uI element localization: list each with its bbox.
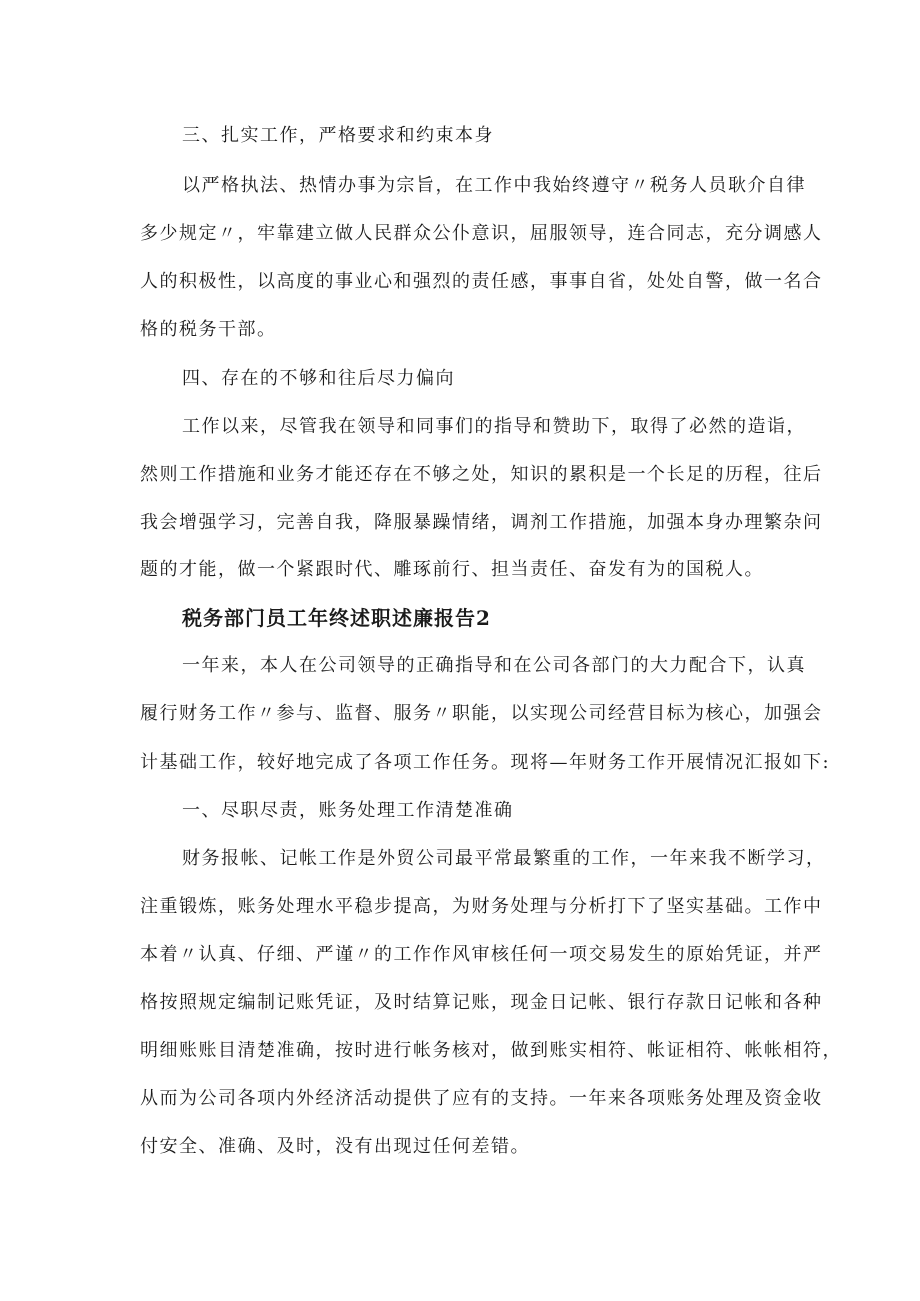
section-heading-3: 三、扎实工作，严格要求和约束本身 <box>182 125 494 146</box>
section-heading-4: 四、存在的不够和往后尽力偏向 <box>182 368 455 389</box>
paragraph-line: 多少规定〃，牢靠建立做人民群众公仆意识，屈服领导，连合同志，充分调感人 <box>140 223 823 244</box>
paragraph-line: 然则工作措施和业务才能还存在不够之处，知识的累积是一个长足的历程，往后 <box>140 464 823 485</box>
paragraph-line: 本着〃认真、仔细、严谨〃的工作作风审核任何一项交易发生的原始凭证，并严 <box>140 944 823 965</box>
subsection-heading-1: 一、尽职尽责，账务处理工作清楚准确 <box>182 800 514 821</box>
paragraph-line: 我会增强学习，完善自我，降服暴躁情绪，调剂工作措施，加强本身办理繁杂问 <box>140 512 823 533</box>
paragraph-line: 计基础工作，较好地完成了各项工作任务。现将—年财务工作开展情况汇报如下: <box>140 752 831 773</box>
paragraph-line: 格的税务干部。 <box>140 319 277 340</box>
paragraph-line: 以严格执法、热情办事为宗旨，在工作中我始终遵守〃税务人员耿介自律 <box>182 175 806 196</box>
report-title: 税务部门员工年终述职述廉报告2 <box>182 606 491 630</box>
paragraph-line: 工作以来，尽管我在领导和同事们的指导和赞助下，取得了必然的造诣， <box>182 416 806 437</box>
paragraph-line: 履行财务工作〃参与、监督、服务〃职能，以实现公司经营目标为核心，加强会 <box>140 703 823 724</box>
paragraph-line: 注重锻炼，账务处理水平稳步提高，为财务处理与分析打下了坚实基础。工作中 <box>140 896 823 917</box>
paragraph-line: 格按照规定编制记账凭证，及时结算记账，现金日记帐、银行存款日记帐和各种 <box>140 992 823 1013</box>
paragraph-line: 从而为公司各项内外经济活动提供了应有的支持。一年来各项账务处理及资金收 <box>140 1088 823 1109</box>
paragraph-line: 题的才能，做一个紧跟时代、雕琢前行、担当责任、奋发有为的国税人。 <box>140 559 764 580</box>
paragraph-line: 明细账账目清楚准确，按时进行帐务核对，做到账实相符、帐证相符、帐帐相符， <box>140 1040 842 1061</box>
paragraph-line: 付安全、准确、及时，没有出现过任何差错。 <box>140 1136 530 1157</box>
paragraph-line: 财务报帐、记帐工作是外贸公司最平常最繁重的工作，一年来我不断学习， <box>182 848 826 869</box>
paragraph-line: 一年来，本人在公司领导的正确指导和在公司各部门的大力配合下，认真 <box>182 655 806 676</box>
paragraph-line: 人的积极性，以高度的事业心和强烈的责任感，事事自省，处处自警，做一名合 <box>140 271 823 292</box>
